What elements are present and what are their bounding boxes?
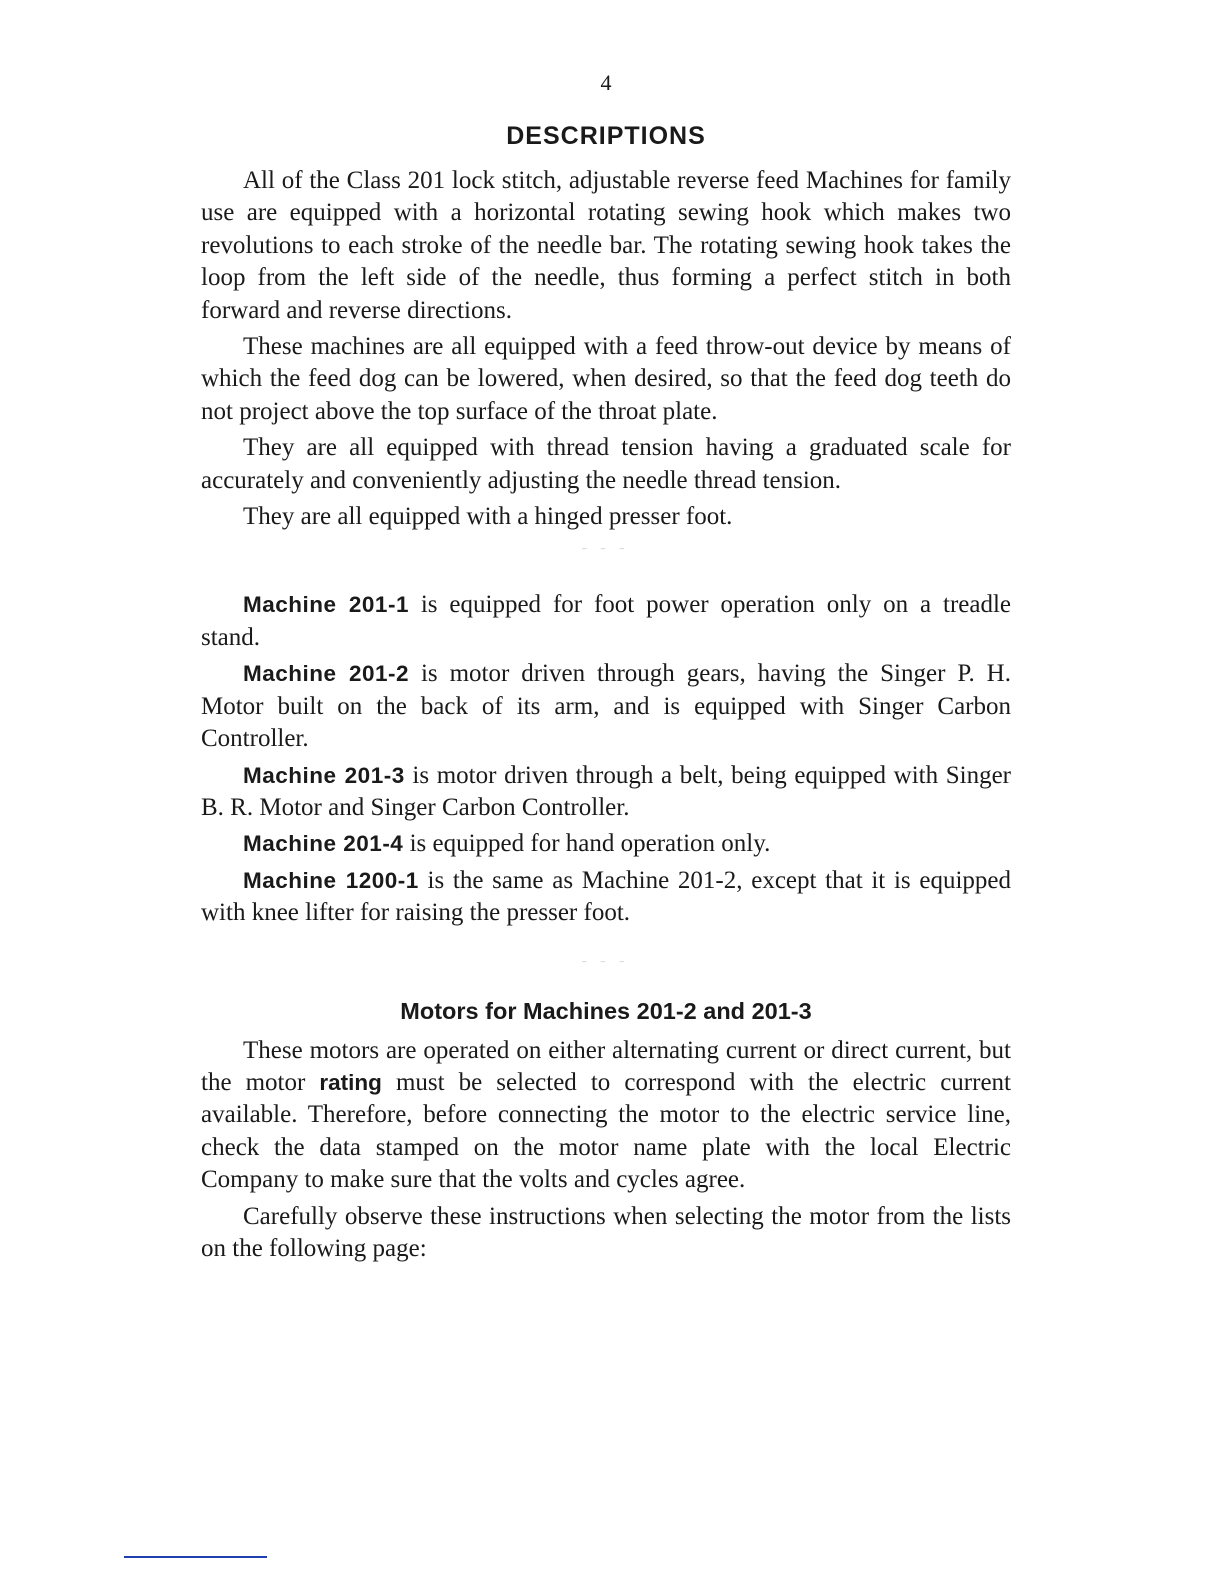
description-paragraph: All of the Class 201 lock stitch, adjustable reverse feed Machines for family use are equipped with a horizontal rotating sewing hook which makes two revolutions to each stroke of the needle bar. The rotating sewing hook takes the loop from the left side of the needle, thus forming a perfect stitch in both forward and reverse directions.	[201, 167, 1011, 324]
machine-description	[201, 828, 1011, 860]
footer-rule	[124, 1556, 267, 1558]
motors-heading: Motors for Machines 201-2 and 201-3	[400, 997, 812, 1024]
motors-paragraph: Carefully observe these instructions when selecting the motor from the lists on the following page:	[201, 1202, 1011, 1262]
machine-label: Machine 201-2	[243, 661, 410, 687]
machine-description	[201, 658, 1011, 755]
machine-description	[201, 865, 1011, 930]
description-paragraph: They are all equipped with thread tension having a graduated scale for accurately and conveniently adjusting the needle thread tension.	[201, 434, 1011, 494]
machine-label: Machine 201-1	[243, 592, 409, 618]
machine-label: Machine 1200-1	[243, 867, 419, 893]
machine-text: is motor driven through gears, having the Singer P. H. Motor built on the back of its arm, and is equipped with Singer Carbon Controller.	[201, 660, 1011, 753]
machine-text: is the same as Machine 201-2, except that it is equipped with knee lifter for raising the presser foot.	[201, 866, 1011, 927]
motors-text: must be selected to correspond with the electric current available. Therefore, before connecting the motor to the electric service line, check the data stamped on the motor name plate with the local Electric Company to make sure that the volts and cycles agree.	[201, 1068, 1011, 1194]
machine-text: is equipped for foot power operation only on a treadle stand.	[201, 591, 1011, 651]
description-paragraph: These machines are all equipped with a feed throw-out device by means of which the feed dog can be lowered, when desired, so that the feed dog teeth do not project above the top surface of the throat plate.	[201, 333, 1011, 425]
motors-paragraph	[201, 1035, 1011, 1197]
motors-text: These motors are operated on either alternating current or direct current, but the motor	[201, 1036, 1011, 1096]
section-divider: – – –	[582, 544, 630, 554]
machine-label: Machine 201-3	[243, 762, 405, 788]
rating-emphasis: rating	[319, 1069, 382, 1095]
machine-description	[201, 760, 1011, 825]
machine-text: is equipped for hand operation only.	[403, 830, 771, 858]
machine-text: is motor driven through a belt, being equipped with Singer B. R. Motor and Singer Carbon Controller.	[201, 761, 1012, 821]
description-paragraph: They are all equipped with a hinged presser foot.	[243, 503, 733, 531]
section-divider: – – –	[582, 956, 630, 966]
descriptions-heading: DESCRIPTIONS	[506, 122, 706, 150]
manual-page	[201, 70, 1011, 1269]
page-number: 4	[600, 70, 612, 95]
machine-description	[201, 589, 1011, 654]
machine-label: Machine 201-4	[243, 831, 404, 857]
